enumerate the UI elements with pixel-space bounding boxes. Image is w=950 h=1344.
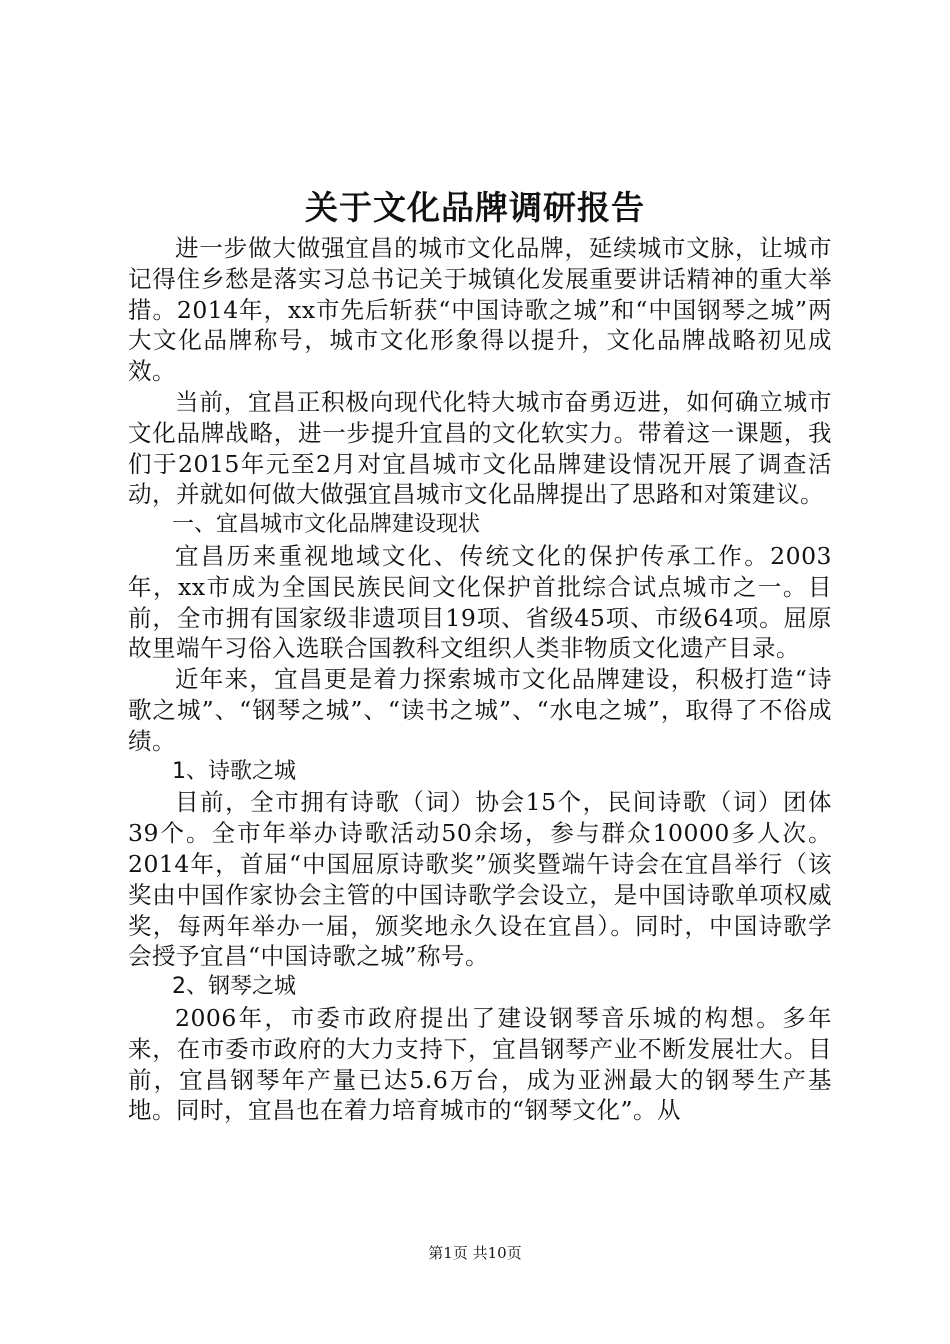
paragraph-poetry: 目前，全市拥有诗歌（词）协会15个，民间诗歌（词）团体39个。全市年举办诗歌活动50余场，参与群众10000多人次。2014年，首届“中国屈原诗歌奖”颁奖暨端午诗会在宜昌举行（该奖由中国作家协会主管的中国诗歌学会设立，是中国诗歌单项权威奖，每两年举办一届，颁奖地永久设在宜昌）。同时，中国诗歌学会授予宜昌“中国诗歌之城”称号。 (128, 788, 832, 971)
document-title: 关于文化品牌调研报告 (305, 188, 645, 227)
paragraph-current: 当前，宜昌正积极向现代化特大城市奋勇迈进，如何确立城市文化品牌战略，进一步提升宜昌的文化软实力。带着这一课题，我们于2015年元至2月对宜昌城市文化品牌建设情况开展了调查活动，并就如何做大做强宜昌城市文化品牌提出了思路和对策建议。 (128, 387, 832, 509)
paragraph-intro: 进一步做大做强宜昌的城市文化品牌，延续城市文脉，让城市记得住乡愁是落实习总书记关于城镇化发展重要讲话精神的重大举措。2014年，xx市先后斩获“中国诗歌之城”和“中国钢琴之城”两大文化品牌称号，城市文化形象得以提升，文化品牌战略初见成效。 (128, 234, 832, 386)
page-footer (0, 1242, 950, 1264)
paragraph-recent: 近年来，宜昌更是着力探索城市文化品牌建设，积极打造“诗歌之城”、“钢琴之城”、“读书之城”、“水电之城”，取得了不俗成绩。 (128, 665, 832, 755)
section-heading-1: 一、宜昌城市文化品牌建设现状 (172, 512, 481, 538)
subsection-heading-piano: 2、钢琴之城 (172, 974, 296, 1000)
paragraph-heritage: 宜昌历来重视地域文化、传统文化的保护传承工作。2003年，xx市成为全国民族民间文化保护首批综合试点城市之一。目前，全市拥有国家级非遗项目19项、省级45项、市级64项。屈原故里端午习俗入选联合国教科文组织人类非物质文化遗产目录。 (128, 541, 832, 663)
paragraph-piano: 2006年，市委市政府提出了建设钢琴音乐城的构想。多年来，在市委市政府的大力支持下，宜昌钢琴产业不断发展壮大。目前，宜昌钢琴年产量已达5.6万台，成为亚洲最大的钢琴生产基地。同时，宜昌也在着力培育城市的“钢琴文化”。从 (128, 1003, 832, 1125)
subsection-heading-poetry: 1、诗歌之城 (172, 758, 296, 784)
document-body (128, 233, 832, 1126)
page-indicator: 第1页 共10页 (428, 1244, 522, 1262)
